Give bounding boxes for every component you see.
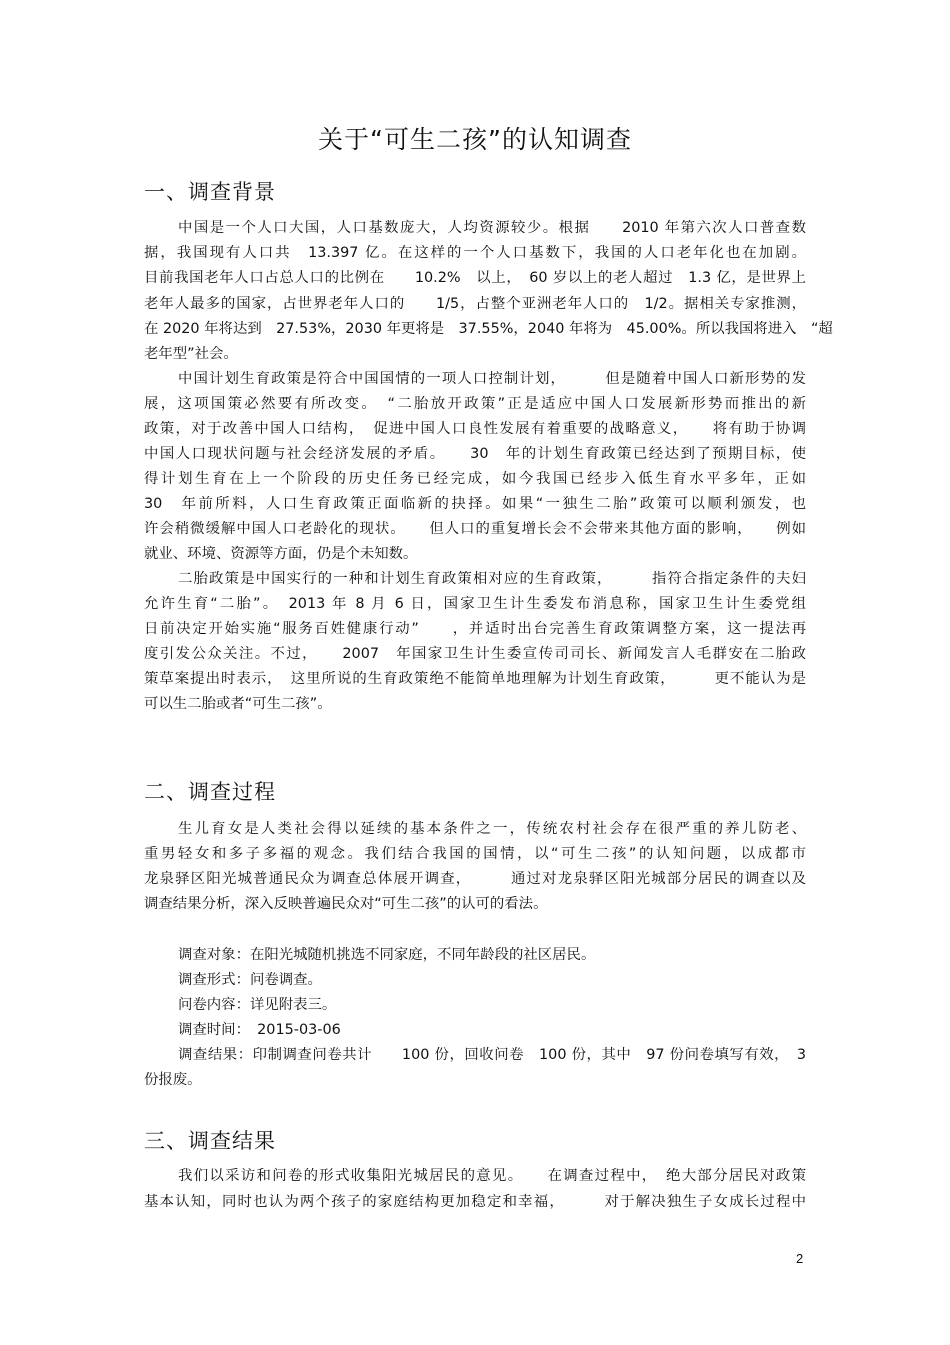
text-line: 政策，对于改善中国人口结构， 促进中国人口良性发展有着重要的战略意义， 将有助于协调 <box>144 421 806 437</box>
survey-form: 调查形式：问卷调查。 <box>178 972 322 988</box>
survey-time: 调查时间： 2015-03-06 <box>178 1022 341 1038</box>
survey-content: 问卷内容：详见附表三。 <box>178 997 337 1013</box>
text-line: 目前我国老年人口占总人口的比例在 10.2% 以上， 60 岁以上的老人超过 1.3 亿，是世界上 <box>144 270 806 286</box>
text-line: 老年型”社会。 <box>144 346 238 362</box>
section-heading-results: 三、调查结果 <box>144 1129 276 1153</box>
text-line: 中国计划生育政策是符合中国国情的一项人口控制计划， 但是随着中国人口新形势的发 <box>178 371 806 387</box>
text-line: 基本认知，同时也认为两个孩子的家庭结构更加稳定和幸福， 对于解决独生子女成长过程中 <box>144 1194 806 1210</box>
text-line: 就业、环境、资源等方面，仍是个未知数。 <box>144 546 418 562</box>
text-line: 二胎政策是中国实行的一种和计划生育政策相对应的生育政策， 指符合指定条件的夫妇 <box>178 571 806 587</box>
text-line: 龙泉驿区阳光城普通民众为调查总体展开调查， 通过对龙泉驿区阳光城部分居民的调查以及 <box>144 871 806 887</box>
text-line: 中国是一个人口大国，人口基数庞大，人均资源较少。根据 2010 年第六次人口普查数 <box>178 220 806 236</box>
text-line: 许会稍微缓解中国人口老龄化的现状。 但人口的重复增长会不会带来其他方面的影响， 例如 <box>144 521 806 537</box>
text-line: 30 年前所料，人口生育政策正面临新的抉择。如果“一独生二胎”政策可以顺利颁发，也 <box>144 496 806 512</box>
text-line: 中国人口现状问题与社会经济发展的矛盾。 30 年的计划生育政策已经达到了预期目标，使 <box>144 446 806 462</box>
survey-result: 调查结果：印制调查问卷共计 100 份，回收问卷 100 份，其中 97 份问卷填写有效， 3 <box>178 1047 806 1063</box>
text-line: 日前决定开始实施“服务百姓健康行动” ，并适时出台完善生育政策调整方案，这一提法再 <box>144 621 806 637</box>
text-line: 允许生育“二胎”。 2013 年 8 月 6 日，国家卫生计生委发布消息称，国家卫生计生委党组 <box>144 596 806 612</box>
text-line: 重男轻女和多子多福的观念。我们结合我国的国情，以“可生二孩”的认知问题，以成都市 <box>144 846 806 862</box>
text-line: 可以生二胎或者“可生二孩”。 <box>144 696 332 712</box>
text-line: 得计划生育在上一个阶段的历史任务已经完成，如今我国已经步入低生育水平多年，正如 <box>144 471 806 487</box>
survey-result-continued: 份报废。 <box>144 1072 202 1088</box>
survey-object: 调查对象：在阳光城随机挑选不同家庭，不同年龄段的社区居民。 <box>178 947 596 963</box>
text-line: 据，我国现有人口共 13.397 亿。在这样的一个人口基数下，我国的人口老年化也在加剧。 <box>144 245 806 261</box>
text-line: 调查结果分析，深入反映普遍民众对“可生二孩”的认可的看法。 <box>144 896 548 912</box>
document-title: 关于“可生二孩”的认知调查 <box>318 125 632 154</box>
section-heading-process: 二、调查过程 <box>144 780 276 804</box>
section-heading-background: 一、调查背景 <box>144 180 276 204</box>
text-line: 策草案提出时表示， 这里所说的生育政策绝不能简单地理解为计划生育政策， 更不能认为是 <box>144 671 806 687</box>
text-line: 在 2020 年将达到 27.53%，2030 年更将是 37.55%，2040 年将为 45.00%。所以我国将进入 “超 <box>144 321 833 337</box>
text-line: 我们以采访和问卷的形式收集阳光城居民的意见。 在调查过程中， 绝大部分居民对政策 <box>178 1168 806 1184</box>
page-number: 2 <box>796 1251 804 1266</box>
text-line: 展，这项国策必然要有所改变。 “二胎放开政策”正是适应中国人口发展新形势而推出的新 <box>144 396 806 412</box>
text-line: 生儿育女是人类社会得以延续的基本条件之一，传统农村社会存在很严重的养儿防老、 <box>178 821 806 837</box>
text-line: 度引发公众关注。不过， 2007 年国家卫生计生委宣传司司长、新闻发言人毛群安在二胎政 <box>144 646 806 662</box>
text-line: 老年人最多的国家，占世界老年人口的 1/5，占整个亚洲老年人口的 1/2。据相关专家推测， <box>144 296 806 312</box>
